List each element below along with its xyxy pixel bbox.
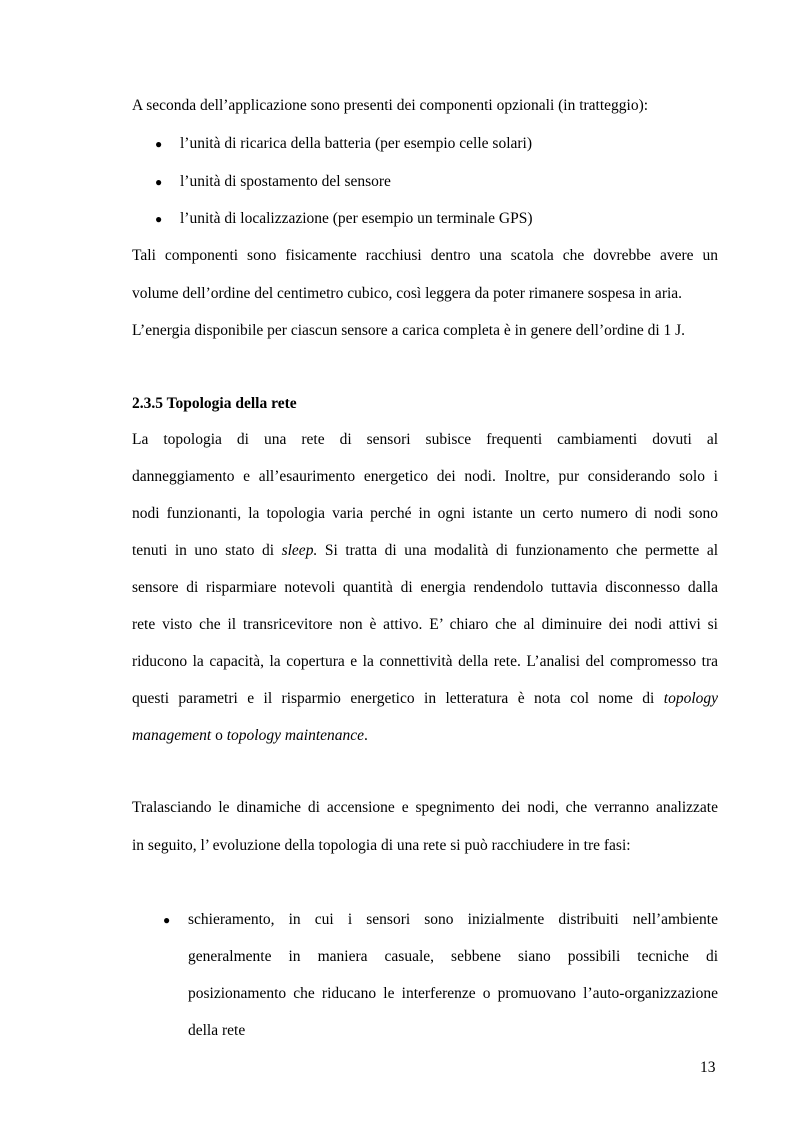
paragraph-line: riducono la capacità, la copertura e la connettività della rete. L’analisi del compromesso tra: [132, 653, 718, 670]
paragraph-line: sensore di risparmiare notevoli quantità di energia rendendolo tuttavia disconnesso dalla: [132, 579, 718, 596]
paragraph-line: rete visto che il transricevitore non è attivo. E’ chiaro che al diminuire dei nodi attivi si: [132, 616, 718, 633]
section-heading: 2.3.5 Topologia della rete: [132, 395, 297, 412]
text-segment: o: [215, 727, 223, 744]
list-item: l’unità di spostamento del sensore: [180, 173, 391, 190]
bullet-icon: ●: [155, 137, 163, 151]
bullet-icon: ●: [163, 913, 171, 927]
text-segment: Si tratta di una modalità di funzionamento che permette al: [324, 542, 719, 559]
paragraph-line: nodi funzionanti, la topologia varia perché in ogni istante un certo numero di nodi sono: [132, 505, 718, 522]
maintenance-term: topology maintenance: [226, 727, 365, 744]
paragraph-line: in seguito, l’ evoluzione della topologia di una rete si può racchiudere in tre fasi:: [132, 837, 631, 854]
bullet-icon: ●: [155, 175, 163, 189]
list-item: l’unità di localizzazione (per esempio un terminale GPS): [180, 210, 533, 227]
paragraph-line: Tralasciando le dinamiche di accensione e spegnimento dei nodi, che verranno analizzate: [132, 799, 718, 816]
list-item-line: della rete: [188, 1022, 246, 1039]
intro-text: A seconda dell’applicazione sono presenti dei componenti opzionali (in tratteggio):: [132, 97, 649, 114]
page-number: 13: [700, 1059, 716, 1076]
management-term: management: [132, 727, 212, 744]
text-segment: tenuti in uno stato di: [132, 542, 275, 559]
sleep-term: sleep.: [281, 542, 318, 559]
topology-term: topology: [663, 690, 719, 707]
list-item: l’unità di ricarica della batteria (per esempio celle solari): [180, 135, 533, 152]
paragraph-line: La topologia di una rete di sensori subisce frequenti cambiamenti dovuti al: [132, 431, 718, 448]
paragraph-line: volume dell’ordine del centimetro cubico, così leggera da poter rimanere sospesa in aria.: [132, 285, 683, 302]
text-segment: .: [364, 727, 368, 744]
paragraph-line: Tali componenti sono fisicamente racchiusi dentro una scatola che dovrebbe avere un: [132, 247, 718, 264]
list-item-line: schieramento, in cui i sensori sono inizialmente distribuiti nell’ambiente: [188, 911, 718, 928]
paragraph-line: [132, 541, 718, 561]
bullet-icon: ●: [155, 212, 163, 226]
text-segment: questi parametri e il risparmio energetico in letteratura è nota col nome di: [132, 690, 655, 707]
paragraph-line: [132, 726, 368, 746]
paragraph-line: danneggiamento e all’esaurimento energetico dei nodi. Inoltre, pur considerando solo i: [132, 468, 718, 485]
paragraph-line: [132, 689, 718, 709]
paragraph-line: L’energia disponibile per ciascun sensore a carica completa è in genere dell’ordine di 1 J.: [132, 322, 686, 339]
list-item-line: posizionamento che riducano le interferenze o promuovano l’auto-organizzazione: [188, 985, 718, 1002]
list-item-line: generalmente in maniera casuale, sebbene siano possibili tecniche di: [188, 948, 718, 965]
